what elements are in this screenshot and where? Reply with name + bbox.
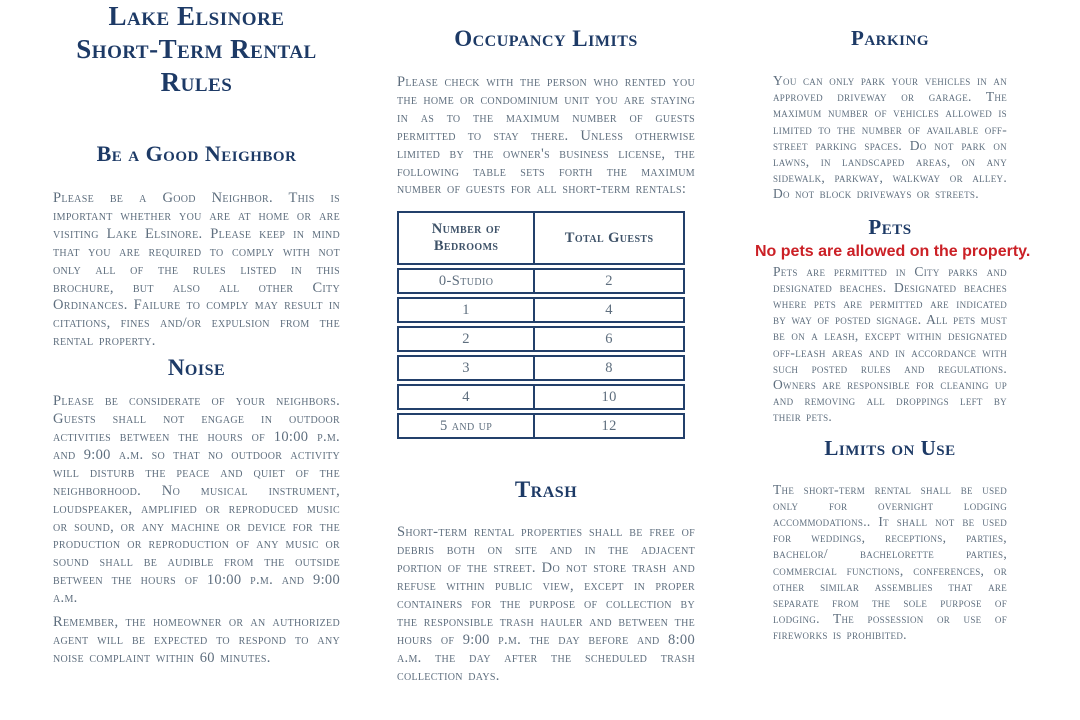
table-header-bedrooms: Number of Bedrooms [397,211,535,265]
table-row [397,297,685,323]
table-cell-guests: 12 [535,413,685,439]
table-cell-guests: 8 [535,355,685,381]
trash-paragraph: Short-term rental properties shall be free of debris both on site and in the adjacent portion of the street. Do not store trash and refuse within public view, except in proper containers for the purpose of collection by the responsible trash hauler and between the hours of 9:00 p.m. the day before and 8:00 a.m. the day after the scheduled trash collection days. [397,524,695,684]
noise-paragraph-1: Please be considerate of your neighbors. Guests shall not engage in outdoor activities between the hours of 10:00 p.m. and 9:00 a.m. so that no outdoor activity will disturb the peace and quiet of the neighborhood. No musical instrument, loudspeaker, amplified or reproduced music or sound, or any machine or device for the production or reproduction of any music or sound shall be audible from the outside between the hours of 10:00 p.m. and 9:00 a.m. [53,393,340,607]
section-heading-occupancy-limits: Occupancy Limits [454,26,638,51]
section-heading-parking: Parking [851,26,929,50]
table-cell-guests: 10 [535,384,685,410]
table-row [397,384,685,410]
table-cell-bedrooms: 1 [397,297,535,323]
occupancy-limits-table [397,208,685,442]
column-right [755,0,1031,644]
parking-paragraph: You can only park your vehicles in an approved driveway or garage. The maximum number of vehicles allowed is limited to the number of available off-street parking spaces. Do not park on lawns, in landscaped areas, on any sidewalk, parkway, walkway or alley. Do not block driveways or streets. [773,73,1007,202]
page-title-line-3: Rules [160,67,233,97]
page-title-line-2: Short-Term Rental [76,34,317,64]
section-heading-pets: Pets [868,214,912,239]
occupancy-paragraph: Please check with the person who rented you the home or condominium unit you are staying in as to the maximum number of guests permitted to stay there. Unless otherwise limited by the owner's business license, the following table sets forth the maximum number of guests for all short-term rentals: [397,74,695,198]
table-row [397,355,685,381]
table-header-row [397,211,685,265]
table-cell-bedrooms: 3 [397,355,535,381]
column-left [53,0,340,668]
section-heading-good-neighbor: Be a Good Neighbor [96,141,297,166]
table-cell-guests: 6 [535,326,685,352]
good-neighbor-paragraph: Please be a Good Neighbor. This is important whether you are at home or are visiting Lake Elsinore. Please keep in mind that you are required to comply with not only all of the rules listed in this brochure, but also all other City Ordinances. Failure to comply may result in citations, fines and/or expulsion from the rental property. [53,190,340,350]
page-title [53,0,340,99]
table-header-total-guests: Total Guests [535,211,685,265]
no-pets-alert: No pets are allowed on the property. [755,242,1031,260]
section-heading-trash: Trash [514,477,578,503]
table-cell-bedrooms: 0-Studio [397,268,535,294]
limits-on-use-paragraph: The short-term rental shall be used only for overnight lodging accommodations.. It shall not be used for weddings, receptions, parties, bachelor/ bachelorette parties, commercial functions, conferences, or other similar assemblies that are separate from the sole purpose of lodging. The possession or use of fireworks is prohibited. [773,481,1007,643]
section-heading-limits-on-use: Limits on Use [824,435,956,460]
table-cell-bedrooms: 4 [397,384,535,410]
column-middle [397,0,695,686]
noise-paragraph-2: Remember, the homeowner or an authorized agent will be expected to respond to any noise complaint within 60 minutes. [53,614,340,666]
table-row [397,413,685,439]
page-title-line-1: Lake Elsinore [108,1,285,31]
table-row [397,326,685,352]
table-cell-bedrooms: 2 [397,326,535,352]
table-cell-guests: 4 [535,297,685,323]
section-heading-noise: Noise [167,355,226,381]
table-cell-guests: 2 [535,268,685,294]
table-cell-bedrooms: 5 and up [397,413,535,439]
pets-paragraph: Pets are permitted in City parks and designated beaches. Designated beaches where pets are permitted are indicated by way of posted signage. All pets must be on a leash, except within designated off-leash areas and in accordance with such posted rules and regulations. Owners are responsible for cleaning up and removing all droppings left by their pets. [773,263,1007,425]
table-row [397,268,685,294]
